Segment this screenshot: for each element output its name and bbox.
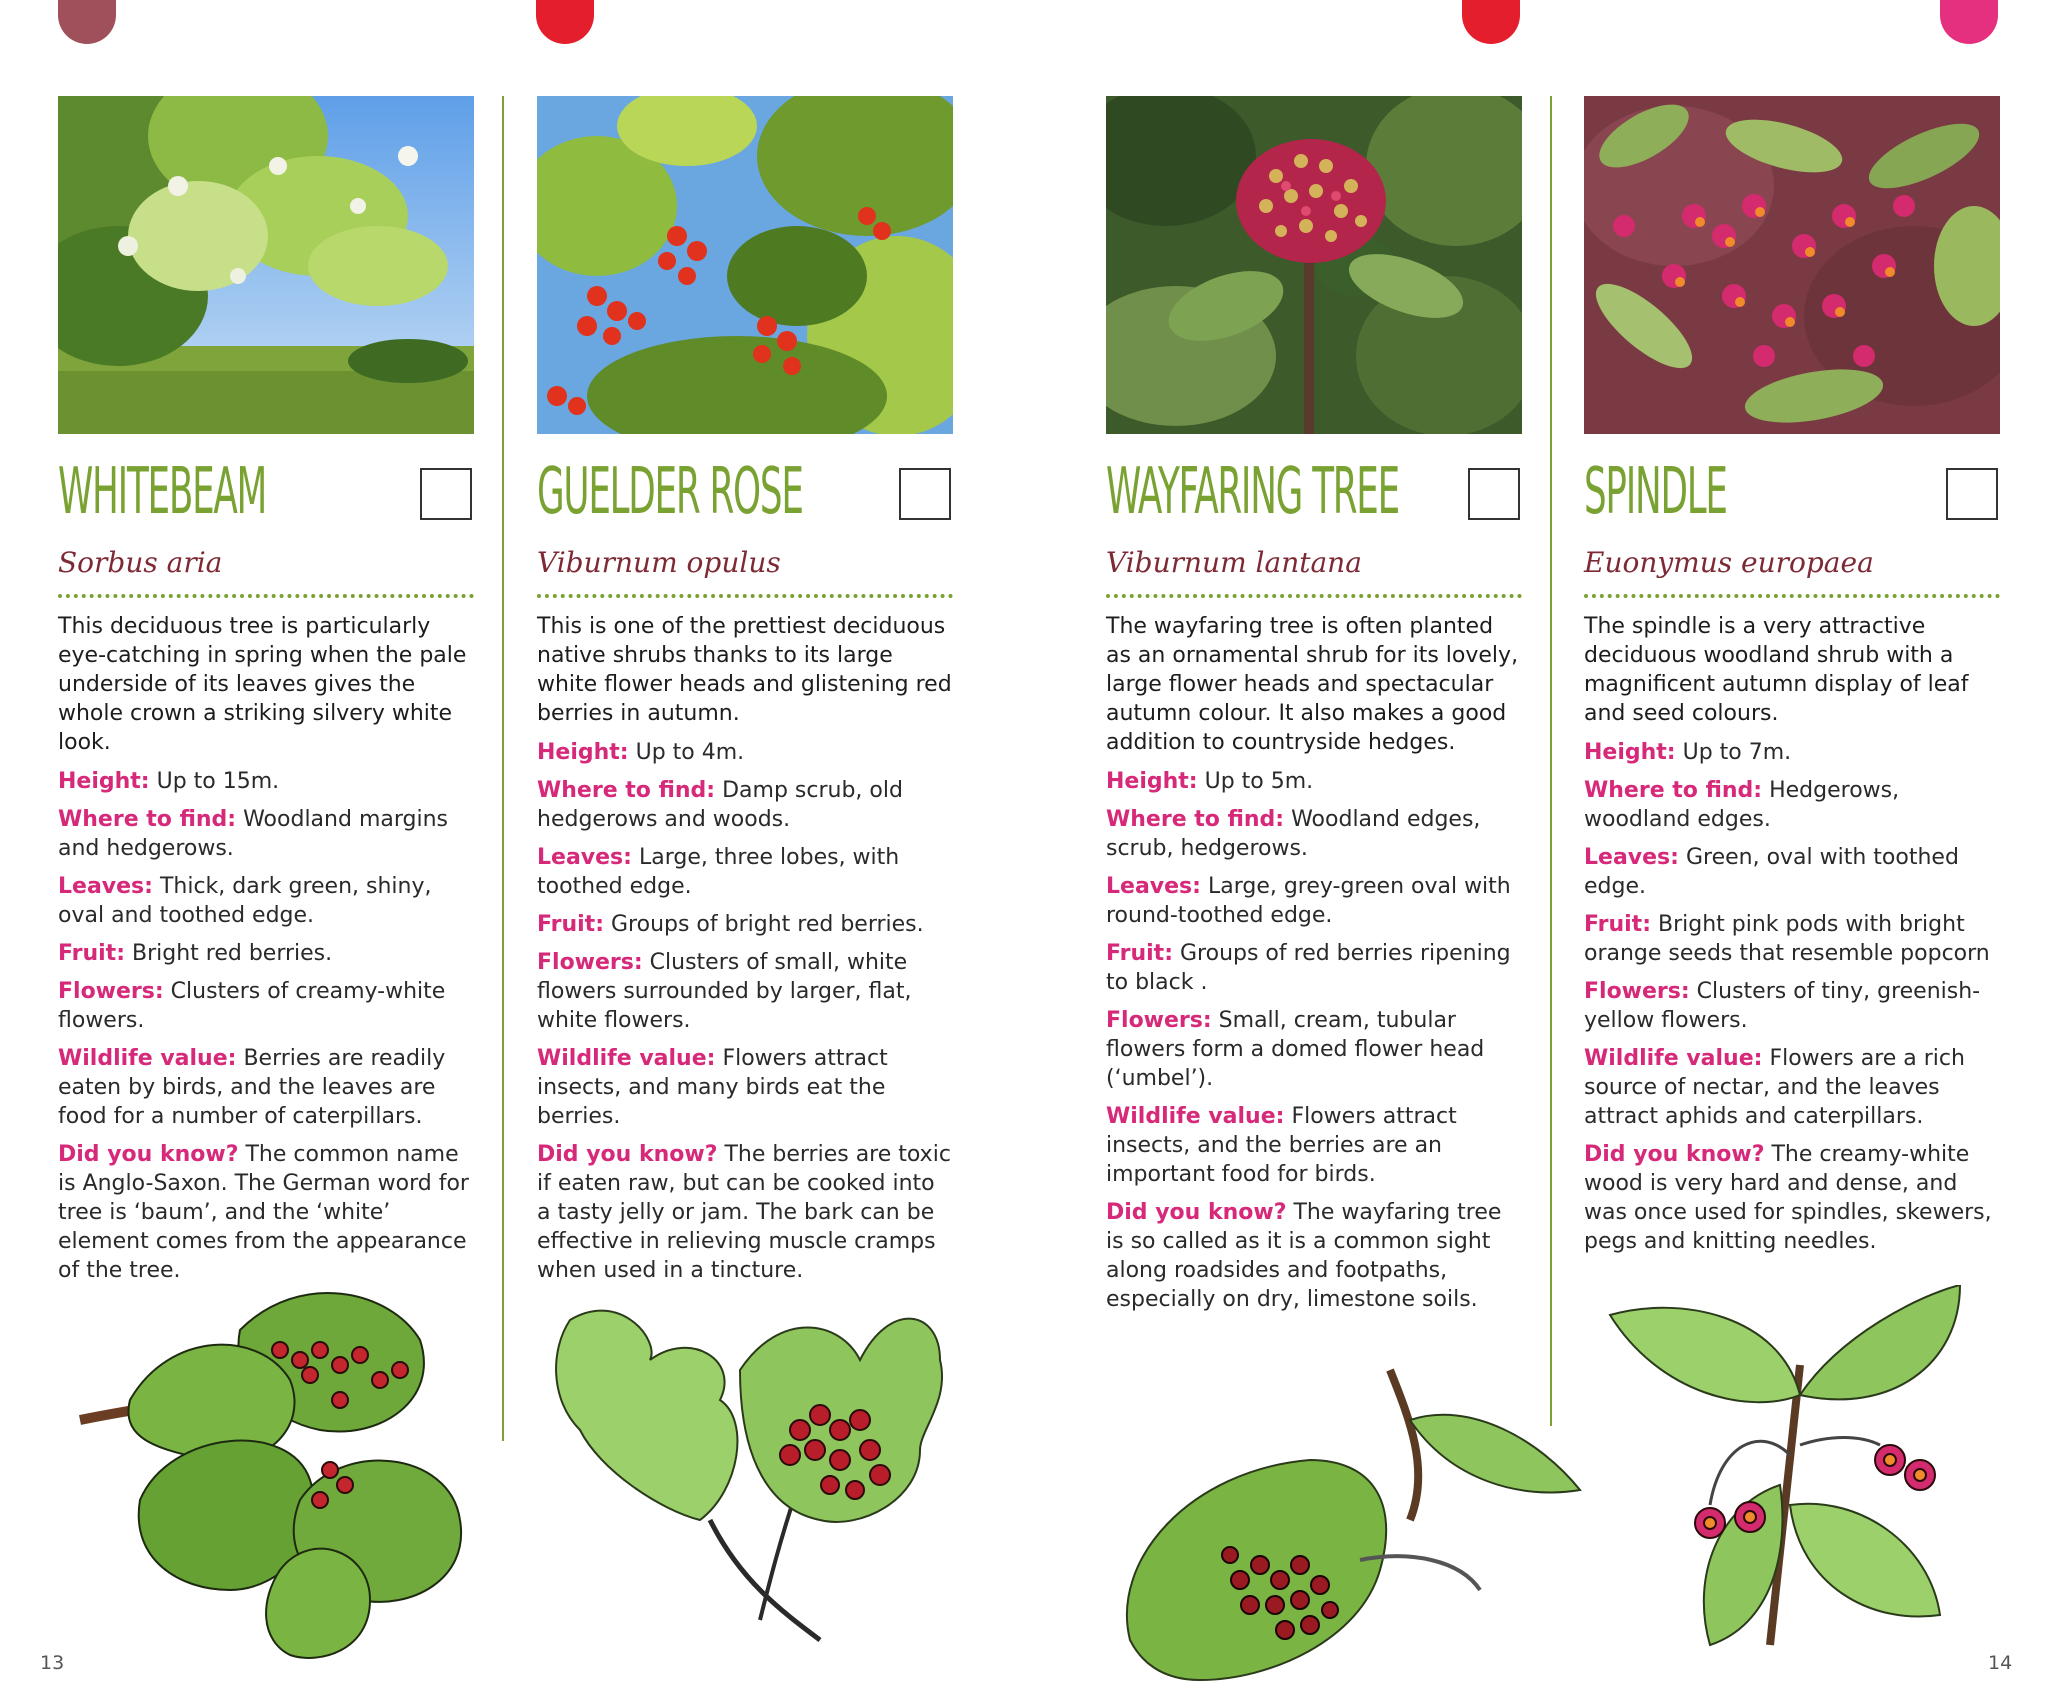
dotted-divider [1584,594,2000,598]
fact-flowers: Flowers: Clusters of creamy-white flowers. [58,979,446,1033]
tick-box[interactable] [1946,468,1998,520]
fact-wildlife: Wildlife value: Flowers attract insects, and the berries are an important food for birds. [1106,1104,1457,1187]
fact-fruit: Fruit: Bright pink pods with bright orange seeds that resemble popcorn [1584,912,1990,966]
fact-fruit: Fruit: Bright red berries. [58,941,333,966]
spindle-photo [1584,96,2000,434]
page-number-right: 14 [1988,1652,2013,1674]
intro-text: This deciduous tree is particularly eye-catching in spring when the pale underside of its leaves gives the whole crown a striking silvery white look. [58,614,467,755]
latin-name: Viburnum lantana [1106,546,1362,579]
fact-wildlife: Wildlife value: Berries are readily eaten by birds, and the leaves are food for a number of caterpillars. [58,1046,446,1129]
fact-did-you-know: Did you know? The wayfaring tree is so called as it is a common sight along roadsides and footpaths, especially on dry, limestone soils. [1106,1200,1502,1312]
fact-did-you-know: Did you know? The berries are toxic if eaten raw, but can be cooked into a tasty jelly or jam. The bark can be effective in relieving muscle cramps when used in a tincture. [537,1142,951,1283]
fact-wildlife: Wildlife value: Flowers are a rich source of nectar, and the leaves attract aphids and caterpillars. [1584,1046,1965,1129]
section-tab [1940,0,1998,44]
intro-text: This is one of the prettiest deciduous native shrubs thanks to its large white flower heads and glistening red berries in autumn. [537,614,952,726]
fact-flowers: Flowers: Small, cream, tubular flowers form a domed flower head (‘umbel’). [1106,1008,1485,1091]
fact-where: Where to find: Woodland edges, scrub, hedgerows. [1106,807,1481,861]
fact-fruit: Fruit: Groups of bright red berries. [537,912,924,937]
guelder-rose-illustration [540,1280,960,1650]
fact-flowers: Flowers: Clusters of small, white flowers surrounded by larger, flat, white flowers. [537,950,912,1033]
section-tab [1462,0,1520,44]
fact-did-you-know: Did you know? The common name is Anglo-Saxon. The German word for tree is ‘baum’, and the ‘white’ element comes from the appearance of the tree. [58,1142,469,1283]
fact-leaves: Leaves: Thick, dark green, shiny, oval and toothed edge. [58,874,432,928]
tick-box[interactable] [420,468,472,520]
page-number-left: 13 [40,1652,65,1674]
species-card-guelder-rose [537,96,953,1294]
fact-leaves: Leaves: Large, three lobes, with toothed edge. [537,845,900,899]
fact-where: Where to find: Damp scrub, old hedgerows and woods. [537,778,903,832]
fact-leaves: Leaves: Large, grey-green oval with round-toothed edge. [1106,874,1511,928]
fact-height: Height: Up to 15m. [58,769,280,794]
fact-height: Height: Up to 4m. [537,740,745,765]
fact-fruit: Fruit: Groups of red berries ripening to black . [1106,941,1511,995]
column-divider [502,96,504,1441]
fact-height: Height: Up to 7m. [1584,740,1792,765]
section-tab [58,0,116,44]
fact-wildlife: Wildlife value: Flowers attract insects, and many birds eat the berries. [537,1046,888,1129]
latin-name: Viburnum opulus [537,546,781,579]
species-card-whitebeam [58,96,474,1294]
fact-did-you-know: Did you know? The creamy-white wood is very hard and dense, and was once used for spindles, skewers, pegs and knitting needles. [1584,1142,1992,1254]
wayfaring-tree-illustration [1110,1360,1590,1690]
whitebeam-illustration [60,1270,510,1670]
intro-text: The wayfaring tree is often planted as an ornamental shrub for its lovely, large flower heads and spectacular autumn colour. It also makes a good addition to countryside hedges. [1106,614,1519,755]
tick-box[interactable] [1468,468,1520,520]
intro-text: The spindle is a very attractive deciduous woodland shrub with a magnificent autumn display of leaf and seed colours. [1584,614,1969,726]
fact-height: Height: Up to 5m. [1106,769,1314,794]
dotted-divider [537,594,953,598]
column-divider [1550,96,1552,1426]
fact-flowers: Flowers: Clusters of tiny, greenish-yellow flowers. [1584,979,1981,1033]
tick-box[interactable] [899,468,951,520]
common-name: WAYFARING TREE [1106,455,1399,529]
fact-leaves: Leaves: Green, oval with toothed edge. [1584,845,1959,899]
latin-name: Euonymus europaea [1584,546,1874,579]
wayfaring-tree-photo [1106,96,1522,434]
common-name: SPINDLE [1584,455,1727,529]
common-name: WHITEBEAM [58,455,267,529]
species-card-spindle [1584,96,2000,1265]
latin-name: Sorbus aria [58,546,223,579]
whitebeam-photo [58,96,474,434]
common-name: GUELDER ROSE [537,455,803,529]
guelder-rose-photo [537,96,953,434]
dotted-divider [58,594,474,598]
species-card-wayfaring-tree [1106,96,1522,1323]
fact-where: Where to find: Hedgerows, woodland edges. [1584,778,1900,832]
dotted-divider [1106,594,1522,598]
fact-where: Where to find: Woodland margins and hedgerows. [58,807,448,861]
spindle-illustration [1600,1285,2020,1655]
section-tab [536,0,594,44]
